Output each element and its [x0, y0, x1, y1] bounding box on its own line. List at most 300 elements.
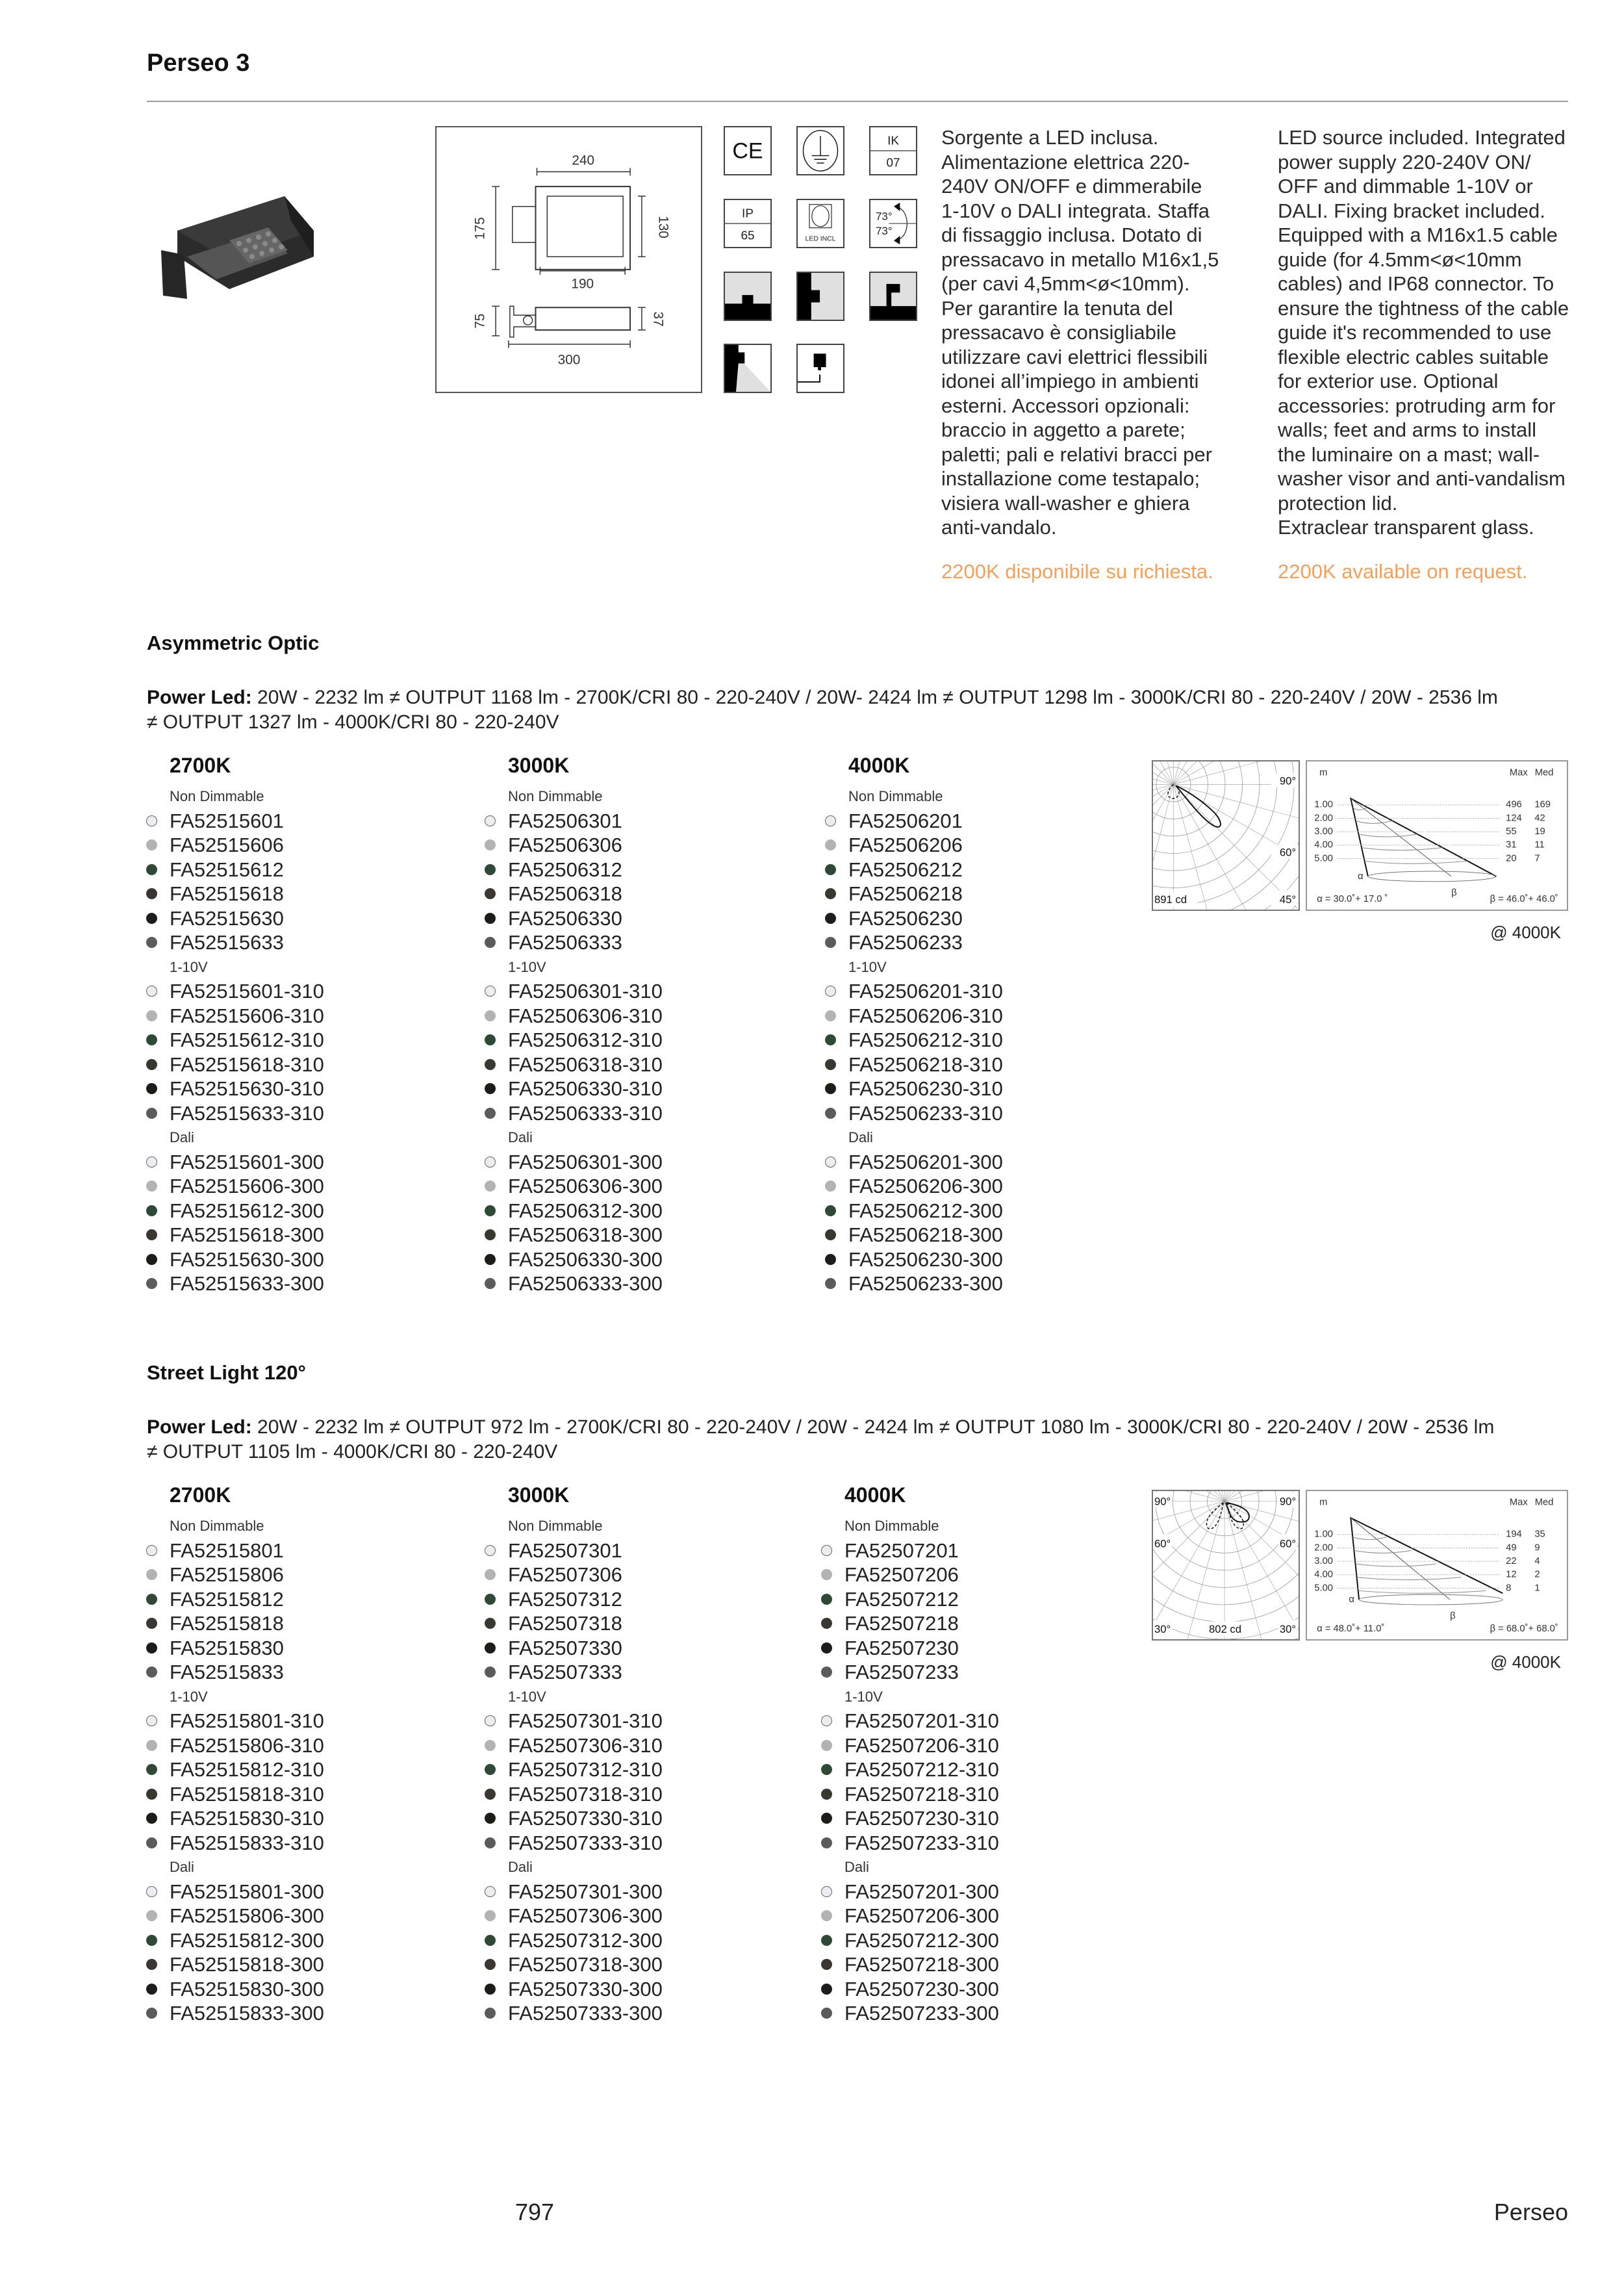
product-code-item	[508, 930, 663, 955]
svg-text:65: 65	[741, 229, 755, 243]
description-line: Equipped with a M16x1.5 cable	[1278, 224, 1558, 246]
finish-color-swatch-icon	[485, 864, 496, 875]
dimming-group-label: 1-10V	[170, 1688, 208, 1705]
cone-alpha-symbol: α	[1358, 871, 1364, 882]
product-code-item	[508, 1880, 663, 1904]
product-code-item	[508, 1271, 663, 1296]
product-code: FA52515806	[170, 1563, 284, 1586]
description-line: pressacavo è consigliabile	[941, 321, 1176, 344]
dimming-group-label: Non Dimmable	[508, 788, 603, 804]
product-code: FA52515833-310	[170, 1831, 324, 1854]
product-code: FA52507206-310	[844, 1733, 999, 1757]
product-code-item	[508, 1952, 663, 1977]
availability-note-english: 2200K available on request.	[1278, 560, 1528, 583]
product-code: FA52507318	[508, 1612, 622, 1635]
cone-max-lux: 496	[1506, 799, 1522, 810]
product-code: FA52515801-300	[170, 1880, 324, 1903]
product-code-item	[170, 1199, 324, 1223]
product-code: FA52506306-300	[508, 1175, 663, 1197]
svg-text:07: 07	[886, 156, 900, 170]
product-code: FA52507318-300	[508, 1953, 663, 1976]
cct-header: 3000K	[508, 754, 570, 777]
product-code-item	[170, 1247, 324, 1272]
product-code: FA52507230-300	[844, 1977, 999, 2000]
cct-column-4000k	[848, 754, 1003, 1296]
product-code-item	[848, 1174, 1003, 1199]
polar-grid-spoke	[1224, 1501, 1291, 1639]
finish-color-swatch-icon	[485, 1715, 496, 1726]
svg-text:CE: CE	[732, 138, 763, 164]
cone-level-arc	[1356, 1564, 1436, 1566]
product-code-item	[170, 1880, 324, 1904]
cone-max-lux: 12	[1506, 1569, 1517, 1580]
product-code-item	[848, 1101, 1003, 1126]
cone-med-header: Med	[1534, 767, 1554, 778]
finish-color-swatch-icon	[825, 864, 836, 875]
cone-alpha-angle: α = 48.0˚+ 11.0˚	[1317, 1624, 1385, 1635]
cone-max-lux: 20	[1506, 853, 1517, 864]
description-line: visiera wall-washer e ghiera	[941, 491, 1190, 515]
svg-text:73°: 73°	[875, 210, 893, 223]
finish-color-swatch-icon	[485, 1156, 496, 1168]
finish-color-swatch-icon	[146, 1083, 157, 1094]
dimming-group-label: 1-10V	[844, 1688, 883, 1705]
product-code: FA52507218-310	[844, 1782, 999, 1806]
product-code-item	[844, 1831, 999, 1856]
product-code-item	[170, 809, 324, 834]
product-code-item	[508, 979, 663, 1004]
product-code: FA52515612	[170, 858, 284, 881]
description-line: Alimentazione elettrica 220-	[941, 150, 1190, 173]
product-code: FA52506230	[848, 906, 963, 930]
polar-angle-label: 60°	[1279, 1537, 1297, 1550]
finish-color-swatch-icon	[821, 1935, 832, 1946]
finish-color-swatch-icon	[146, 1667, 157, 1678]
finish-color-swatch-icon	[146, 1034, 157, 1045]
product-code-item	[848, 906, 1003, 931]
finish-color-swatch-icon	[146, 1642, 157, 1654]
cone-med-lux: 11	[1534, 839, 1545, 850]
cct-header: 2700K	[170, 754, 231, 777]
availability-note-italian: 2200K disponibile su richiesta.	[941, 560, 1213, 583]
product-code-item	[848, 1028, 1003, 1053]
svg-text:73°: 73°	[875, 225, 893, 238]
finish-color-swatch-icon	[146, 913, 157, 924]
description-line: Extraclear transparent glass.	[1278, 516, 1534, 539]
polar-grid-spoke	[1153, 1501, 1224, 1629]
cone-max-header: Max	[1509, 767, 1528, 778]
product-code-item	[508, 1004, 663, 1028]
cone-max-header: Max	[1509, 1497, 1528, 1508]
product-image	[158, 195, 341, 307]
product-code-item	[844, 1660, 999, 1685]
product-code-item	[170, 1174, 324, 1199]
cone-distance: 2.00	[1314, 813, 1333, 824]
finish-color-swatch-icon	[146, 1789, 157, 1800]
finish-color-swatch-icon	[821, 1594, 832, 1605]
description-line: paletti; pali e relativi bracci per	[941, 442, 1212, 466]
description-line: Per garantire la tenuta del	[941, 296, 1173, 320]
product-code-item	[508, 1587, 663, 1612]
finish-color-swatch-icon	[146, 1959, 157, 1970]
product-code: FA52507306	[508, 1563, 622, 1586]
finish-color-swatch-icon	[485, 1764, 496, 1775]
pole-mount-icon	[869, 272, 917, 321]
finish-color-swatch-icon	[146, 888, 157, 899]
product-code: FA52506301-300	[508, 1150, 663, 1173]
product-code: FA52507233	[844, 1661, 959, 1683]
product-code-item	[170, 1928, 324, 1953]
description-line: anti-vandalo.	[941, 516, 1057, 539]
polar-grid-spoke	[1224, 1501, 1299, 1639]
finish-color-swatch-icon	[485, 913, 496, 924]
polar-intensity-diagram	[1152, 760, 1300, 911]
product-code: FA52515830-300	[170, 1977, 324, 2000]
led-included-icon	[796, 199, 844, 248]
product-code: FA52506201-310	[848, 980, 1003, 1003]
product-code-item	[508, 858, 663, 882]
cone-distance: 5.00	[1314, 1583, 1333, 1594]
polar-grid-spoke	[1158, 1501, 1224, 1639]
product-code-item	[170, 1271, 324, 1296]
finish-color-swatch-icon	[485, 986, 496, 997]
finish-color-swatch-icon	[485, 1569, 496, 1580]
description-line: accessories: protruding arm for	[1278, 394, 1556, 417]
product-code: FA52515801-310	[170, 1709, 324, 1732]
polar-grid-spoke	[1173, 761, 1239, 784]
product-code-item	[170, 1636, 324, 1661]
cone-beta-symbol: β	[1450, 1611, 1456, 1622]
product-code: FA52515818-310	[170, 1782, 324, 1806]
product-code: FA52507301	[508, 1539, 622, 1562]
product-code: FA52506312-300	[508, 1199, 663, 1222]
polar-angle-label: 90°	[1279, 1495, 1297, 1508]
product-code-item	[508, 1053, 663, 1077]
finish-color-swatch-icon	[146, 1254, 157, 1265]
finish-color-swatch-icon	[821, 1837, 832, 1848]
finish-color-swatch-icon	[825, 1108, 836, 1119]
finish-color-swatch-icon	[821, 1545, 832, 1556]
product-code-item	[508, 1782, 663, 1807]
product-code: FA52507230-310	[844, 1807, 999, 1830]
product-code-item	[508, 1563, 663, 1587]
product-code: FA52506318-310	[508, 1053, 663, 1076]
photometry-note: @ 4000K	[1490, 923, 1561, 942]
dim-width-top: 240	[572, 153, 595, 168]
cone-level-arc	[1358, 1591, 1486, 1593]
cone-beta-symbol: β	[1451, 888, 1457, 899]
cone-distance: 3.00	[1314, 826, 1333, 837]
product-code-item	[508, 1904, 663, 1928]
cone-beta-angle: β = 68.0˚+ 68.0˚	[1490, 1624, 1558, 1635]
product-code: FA52507218	[844, 1612, 959, 1635]
polar-peak-label: 802 cd	[1208, 1623, 1242, 1636]
cone-level-arc	[1354, 1550, 1411, 1553]
product-code-item	[508, 1199, 663, 1223]
product-code: FA52507212	[844, 1587, 959, 1611]
polar-grid-spoke	[1224, 1501, 1299, 1639]
finish-color-swatch-icon	[485, 1278, 496, 1289]
finish-color-swatch-icon	[485, 1059, 496, 1070]
product-code: FA52515630-300	[170, 1247, 324, 1271]
finish-color-swatch-icon	[821, 1886, 832, 1897]
product-code: FA52506233-310	[848, 1101, 1003, 1125]
product-code-item	[508, 1636, 663, 1661]
polar-grid-ring	[1153, 1491, 1299, 1639]
polar-intensity-diagram	[1152, 1490, 1300, 1641]
product-code-item	[508, 1928, 663, 1953]
finish-color-swatch-icon	[485, 1910, 496, 1921]
product-code-item	[170, 882, 324, 906]
product-code-item	[170, 1587, 324, 1612]
finish-color-swatch-icon	[146, 839, 157, 850]
finish-color-swatch-icon	[485, 1813, 496, 1824]
polar-grid-spoke	[1153, 784, 1173, 910]
section-street-light	[0, 1353, 1624, 2025]
polar-angle-label: 30°	[1279, 1623, 1297, 1636]
product-code-item	[844, 1952, 999, 1977]
product-code-item	[844, 1782, 999, 1807]
finish-color-swatch-icon	[825, 839, 836, 850]
finish-color-swatch-icon	[146, 1205, 157, 1216]
product-code-item	[844, 1709, 999, 1733]
product-code-item	[848, 1004, 1003, 1028]
product-code-item	[844, 1904, 999, 1928]
product-code: FA52507330-300	[508, 1977, 663, 2000]
product-code-item	[848, 979, 1003, 1004]
product-code: FA52506201	[848, 809, 963, 832]
finish-color-swatch-icon	[146, 1813, 157, 1824]
finish-color-swatch-icon	[821, 1642, 832, 1654]
product-code-item	[170, 1004, 324, 1028]
photometry-note: @ 4000K	[1490, 1652, 1561, 1672]
product-code: FA52515806-300	[170, 1904, 324, 1927]
section-asymmetric-optic	[0, 624, 1624, 1295]
product-code: FA52515818	[170, 1612, 284, 1635]
dimming-group-label: Dali	[508, 1129, 533, 1145]
product-code: FA52506230-310	[848, 1077, 1003, 1100]
finish-color-swatch-icon	[485, 1205, 496, 1216]
product-code-item	[170, 833, 324, 858]
polar-grid-ring	[1153, 1491, 1299, 1639]
finish-color-swatch-icon	[146, 1618, 157, 1629]
cone-max-lux: 31	[1506, 839, 1517, 850]
polar-peak-label: 891 cd	[1154, 893, 1187, 906]
cone-beta-angle: β = 46.0˚+ 46.0˚	[1490, 894, 1558, 905]
ip-rating-icon	[724, 199, 772, 248]
product-code: FA52507333-300	[508, 2002, 663, 2025]
polar-angle-label: 90°	[1279, 774, 1297, 787]
dimming-group-label: Non Dimmable	[844, 1518, 939, 1534]
finish-color-swatch-icon	[146, 1764, 157, 1775]
product-code: FA52515633-300	[170, 1272, 324, 1295]
product-code-item	[508, 1077, 663, 1101]
product-code: FA52515833	[170, 1661, 284, 1683]
product-code: FA52506306	[508, 834, 622, 856]
product-code-item	[508, 833, 663, 858]
product-code-item	[848, 1150, 1003, 1175]
product-code: FA52515818-300	[170, 1953, 324, 1976]
finish-color-swatch-icon	[146, 1910, 157, 1921]
product-code-item	[844, 1806, 999, 1831]
product-code-item	[848, 1223, 1003, 1247]
product-code-item	[170, 1563, 324, 1587]
power-led-text: 20W - 2232 lm ≠ OUTPUT 972 lm - 2700K/CRI 80 - 220-240V / 20W - 2424 lm ≠ OUTPUT 1080 lm - 3000K/CRI 80 - 220-240V / 20W - 2536 lm	[251, 1416, 1495, 1438]
finish-color-swatch-icon	[485, 1181, 496, 1192]
product-code: FA52506312-310	[508, 1028, 663, 1051]
finish-color-swatch-icon	[821, 1789, 832, 1800]
cone-med-lux: 9	[1534, 1542, 1540, 1553]
finish-color-swatch-icon	[825, 913, 836, 924]
dimming-group-label: Non Dimmable	[170, 1518, 264, 1534]
product-code: FA52506218-300	[848, 1223, 1003, 1246]
power-led-spec	[147, 1415, 1569, 1464]
description-line: LED source included. Integrated	[1278, 126, 1566, 149]
finish-color-swatch-icon	[821, 1813, 832, 1824]
finish-color-swatch-icon	[485, 888, 496, 899]
product-code-item	[170, 1150, 324, 1175]
description-line: for exterior use. Optional	[1278, 370, 1499, 392]
product-code: FA52515618-300	[170, 1223, 324, 1246]
product-code: FA52515630-310	[170, 1077, 324, 1100]
cone-max-lux: 55	[1506, 826, 1517, 837]
product-code: FA52507212-300	[844, 1928, 999, 1952]
dimming-group-label: Dali	[170, 1129, 194, 1145]
finish-color-swatch-icon	[821, 1910, 832, 1921]
product-code: FA52506206-310	[848, 1004, 1003, 1027]
finish-color-swatch-icon	[821, 1984, 832, 1995]
cone-alpha-symbol: α	[1349, 1594, 1354, 1605]
product-code-item	[508, 1733, 663, 1758]
finish-color-swatch-icon	[146, 1984, 157, 1995]
header-divider	[147, 101, 1568, 102]
product-code-item	[508, 1757, 663, 1782]
finish-color-swatch-icon	[825, 986, 836, 997]
dimming-group-label: Non Dimmable	[170, 788, 264, 804]
finish-color-swatch-icon	[485, 1618, 496, 1629]
dimming-group-label: Dali	[848, 1129, 873, 1145]
cone-med-lux: 1	[1534, 1583, 1540, 1594]
cone-distance: 4.00	[1314, 839, 1333, 850]
power-led-label: Power Led:	[147, 687, 252, 708]
description-line: installazione come testapalo;	[941, 467, 1200, 490]
product-code: FA52515618	[170, 882, 284, 905]
product-code: FA52506233-300	[848, 1272, 1003, 1295]
product-code: FA52507233-310	[844, 1831, 999, 1854]
cone-med-lux: 169	[1534, 799, 1551, 810]
product-code-item	[170, 1709, 324, 1733]
finish-color-swatch-icon	[485, 815, 496, 826]
dim-depth-37: 37	[650, 311, 666, 327]
product-code: FA52507206	[844, 1563, 959, 1586]
finish-color-swatch-icon	[825, 1278, 836, 1289]
description-line: OFF and dimmable 1-10V or	[1278, 175, 1533, 198]
cct-header: 3000K	[508, 1483, 570, 1507]
product-code: FA52515801	[170, 1539, 284, 1562]
product-code-item	[170, 1077, 324, 1101]
product-code: FA52507333-310	[508, 1831, 663, 1854]
product-code-item	[848, 1053, 1003, 1077]
polar-angle-label: 60°	[1279, 846, 1297, 859]
product-code-item	[844, 1928, 999, 1953]
finish-color-swatch-icon	[485, 1789, 496, 1800]
product-code: FA52506318	[508, 882, 622, 905]
product-code-item	[508, 1660, 663, 1685]
product-code: FA52515612-300	[170, 1199, 324, 1222]
product-code-item	[508, 1831, 663, 1856]
svg-text:LED INCL: LED INCL	[805, 235, 836, 243]
product-code: FA52515812-310	[170, 1758, 324, 1781]
finish-color-swatch-icon	[146, 1837, 157, 1848]
product-code: FA52506301-310	[508, 980, 663, 1003]
cct-header: 4000K	[844, 1483, 906, 1507]
product-code-item	[848, 833, 1003, 858]
product-code-item	[508, 1174, 663, 1199]
power-led-line	[147, 685, 1569, 710]
cct-header: 4000K	[848, 754, 910, 777]
polar-grid-spoke	[1224, 1501, 1299, 1568]
description-english	[1278, 125, 1569, 540]
finish-color-swatch-icon	[821, 1569, 832, 1580]
finish-color-swatch-icon	[825, 1156, 836, 1168]
product-code-item	[844, 1977, 999, 2002]
finish-color-swatch-icon	[485, 1545, 496, 1556]
product-code: FA52506333-300	[508, 1272, 663, 1295]
product-code: FA52506201-300	[848, 1150, 1003, 1173]
footer-product-name: Perseo	[1493, 2199, 1568, 2225]
finish-color-swatch-icon	[485, 1010, 496, 1021]
product-code-item	[508, 1806, 663, 1831]
finish-color-swatch-icon	[485, 1229, 496, 1240]
product-code: FA52515806-310	[170, 1733, 324, 1757]
description-line: washer visor and anti-vandalism	[1278, 467, 1566, 490]
polar-angle-label: 30°	[1154, 1623, 1171, 1636]
description-line: DALI. Fixing bracket included.	[1278, 199, 1545, 222]
polar-angle-label: 60°	[1154, 1537, 1171, 1550]
product-code-item	[170, 1223, 324, 1247]
polar-angle-label: 90°	[1154, 1495, 1171, 1508]
product-code: FA52507201-300	[844, 1880, 999, 1903]
cone-level-arc	[1359, 834, 1418, 837]
description-line: the luminaire on a mast; wall-	[1278, 442, 1540, 466]
product-code-item	[170, 1539, 324, 1563]
dimension-drawing	[435, 126, 702, 393]
power-led-line: ≠ OUTPUT 1327 lm - 4000K/CRI 80 - 220-240V	[147, 711, 559, 733]
description-line: ensure the tightness of the cable	[1278, 296, 1569, 320]
product-code: FA52506212-300	[848, 1199, 1003, 1222]
polar-curve-c0	[1176, 786, 1221, 826]
product-code-item	[848, 858, 1003, 882]
cone-max-lux: 22	[1506, 1556, 1517, 1567]
finish-color-swatch-icon	[485, 2008, 496, 2019]
finish-color-swatch-icon	[821, 1715, 832, 1726]
finish-color-swatch-icon	[485, 839, 496, 850]
product-code-item	[508, 1247, 663, 1272]
finish-color-swatch-icon	[821, 1740, 832, 1751]
product-code: FA52515601	[170, 809, 284, 832]
description-line: cables) and IP68 connector. To	[1278, 272, 1554, 295]
power-led-line: ≠ OUTPUT 1105 lm - 4000K/CRI 80 - 220-240V	[147, 1441, 558, 1463]
finish-color-swatch-icon	[485, 1935, 496, 1946]
illuminance-cone-diagram	[1306, 760, 1568, 911]
svg-text:IP: IP	[742, 207, 754, 221]
product-code-item	[170, 906, 324, 931]
product-code-item	[844, 1587, 999, 1612]
description-line: 240V ON/OFF e dimmerabile	[941, 175, 1202, 198]
product-code-item	[170, 1101, 324, 1126]
cone-max-lux: 8	[1506, 1583, 1512, 1594]
dimming-group-label: 1-10V	[508, 958, 546, 975]
